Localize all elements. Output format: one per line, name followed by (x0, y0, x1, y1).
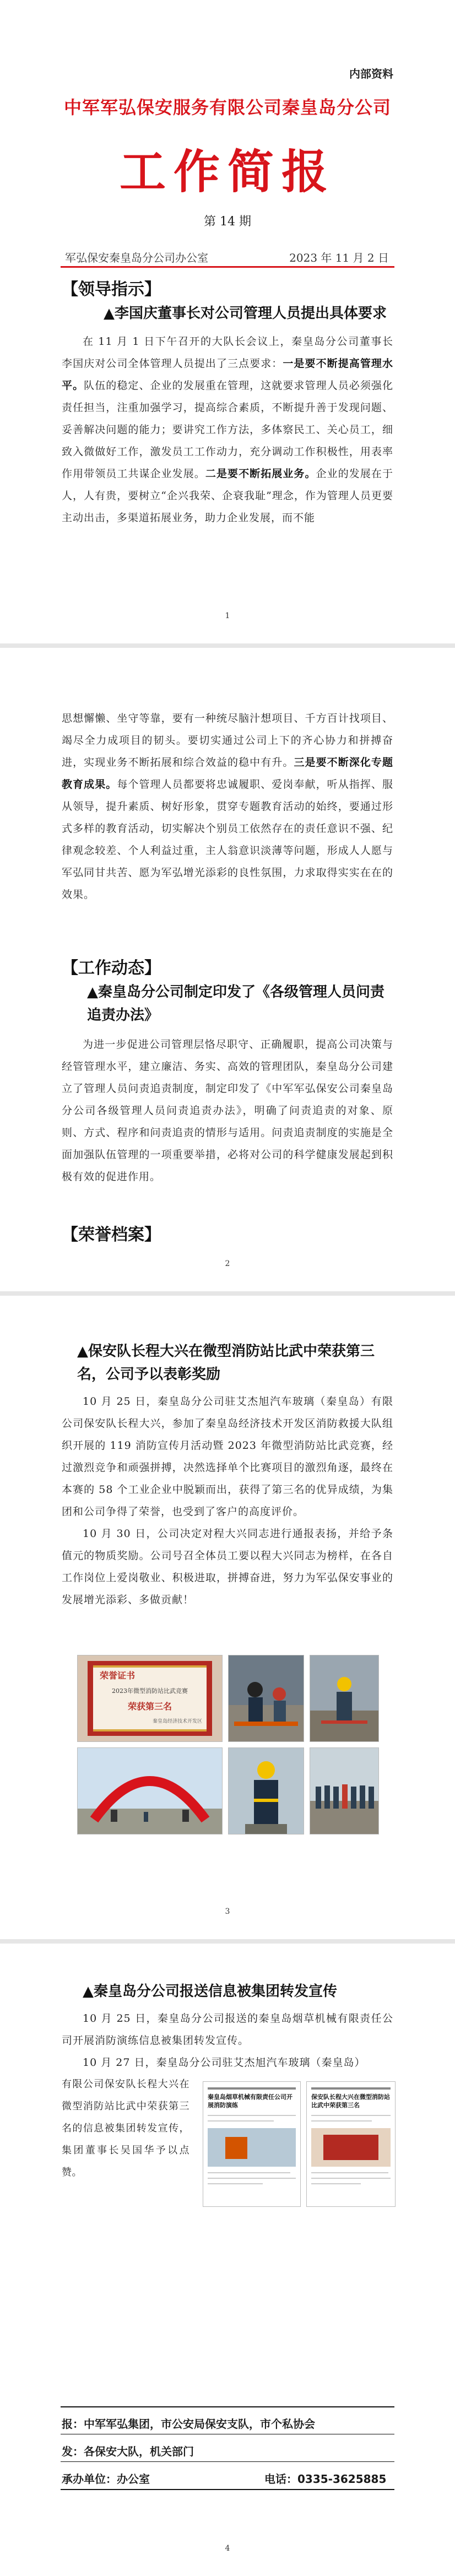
certificate-org: 秦皇岛经济技术开发区 (152, 1719, 202, 1724)
section-heading-leadership: 【领导指示】 (62, 280, 161, 299)
article-body-3 (62, 1390, 393, 1611)
article-title-3: ▲保安队长程大兴在微型消防站比武中荣获第三名，公司予以表彰奖励 (77, 1343, 375, 1383)
para-1e: 企业的发展在于人，人有贵，要树立“企兴我荣、企衰我耻”理念，作为管理人员更要主动出击，多渠道拓展业务，助力企业发展，而不能 (62, 468, 393, 524)
certificate-line: 2023年微型消防站比武竞赛 (112, 1687, 188, 1695)
para-2c: 每个管理人员都要将忠诚履职、爱岗奉献，听从指挥、服从领导，提升素质、树好形象，贯穿专题教育活动的始终，要通过形式多样的教育活动，切实解决个别员工依然存在的责任意识不强、纪律观念较差、个人利益过重，主人翁意识淡薄等问题，形成人人愿与军弘同甘共苦、愿为军弘增光添彩的良性氛围，力求取得实实在在的效果。 (62, 778, 393, 901)
article-title-2: ▲秦皇岛分公司制定印发了《各级管理人员问责追责办法》 (87, 984, 384, 1024)
red-divider (61, 266, 394, 268)
para-3b: 10 月 30 日，公司决定对程大兴同志进行通报表扬，并给予条值元的物质奖励。公司号召全体员工要以程大兴同志为榜样，在各自工作岗位上爱岗敬业、积极进取，拼搏奋进，努力为军弘保安事业的发展增光添彩、多做贡献！ (62, 1528, 393, 1606)
page-number-4: 4 (225, 2544, 230, 2553)
footer-rule-bottom (61, 2489, 394, 2490)
article-body-4b (62, 2052, 393, 2074)
para-2a: 思想懈懒、坐守等靠，要有一种统尽脑汁想项目、千方百计找项目、竭尽全力成项目的韧头。要切实通过公司上下的齐心协力和拼搏奋进，实现业务不断拓展和综合效益的稳中有升。 (62, 712, 393, 769)
firefighter-drill-photo-2 (310, 1655, 379, 1742)
footer-phone: 电话：0335-3625885 (264, 2472, 387, 2486)
para-3a: 10 月 25 日，秦皇岛分公司驻艾杰旭汽车玻璃（秦皇岛）有限公司保安队长程大兴，参加了秦皇岛经济技术开发区消防救援大队组织开展的 119 消防宣传月活动暨 2023 年微型消防站比武竞赛，经过激烈竞争和顽强拼搏，决然选择单个比赛项目的激烈角逐，最终在本赛的 58 个工业企业中脱颖而出，获得了第三名的优异成绩，为集团和公司争得了荣誉，也受到了客户的高度评价。 (62, 1395, 393, 1518)
competition-arch-photo (77, 1747, 223, 1834)
page-number-1: 1 (225, 611, 230, 620)
article-body-2 (62, 1033, 393, 1188)
page-number-3: 3 (225, 1907, 230, 1916)
para-2b: 三是要不断深化专题教育成果。 (62, 756, 393, 791)
article-body-1 (62, 331, 393, 529)
footer-send: 报：中军军弘集团，市公安局保安支队，市个私协会 (62, 2417, 315, 2431)
para-1d: 二是要不断拓展业务。 (205, 468, 316, 480)
article-body-4c (62, 2074, 189, 2184)
screenshot-2-title: 保安队长程大兴在微型消防站比武中荣获第三名 (311, 2093, 390, 2109)
para-1a: 在 11 月 1 日下午召开的大队长会议上，秦皇岛分公司董事长李国庆对公司全体管理人员提出了三点要求： (62, 335, 393, 370)
page-1 (0, 0, 455, 643)
para-4b: 有限公司保安队长程大兴在微型消防站比武中荣获第三名的信息被集团转发宣传，集团董事长吴国华予以点赞。 (62, 2079, 189, 2178)
article-body-1-cont (62, 707, 393, 906)
footer-rule-top (61, 2406, 394, 2407)
para-4a: 10 月 25 日，秦皇岛分公司报送的秦皇岛烟草机械有限责任公司开展消防演练信息被集团转发宣传。 (62, 2012, 393, 2047)
para-1b: 一是要不断提高管理水平。 (62, 358, 393, 392)
wechat-screenshot-2 (306, 2081, 396, 2207)
certificate-photo (77, 1655, 223, 1742)
article-title-1: ▲李国庆董事长对公司管理人员提出具体要求 (104, 305, 387, 322)
para-4b-date: 10 月 27 日，秦皇岛分公司驻艾杰旭汽车玻璃（秦皇岛） (83, 2057, 366, 2069)
issue-date: 2023 年 11 月 2 日 (289, 251, 389, 264)
footer-undertake: 承办单位：办公室 (62, 2472, 150, 2486)
section-heading-honor: 【荣誉档案】 (62, 1225, 161, 1244)
page-4 (0, 1944, 455, 2576)
article-body-4a (62, 2007, 393, 2052)
section-heading-work: 【工作动态】 (62, 959, 161, 978)
page-number-2: 2 (225, 1259, 230, 1268)
certificate-heading: 荣誉证书 (100, 1670, 136, 1681)
company-name: 中军军弘保安服务有限公司秦皇岛分公司 (63, 97, 391, 118)
screenshot-1-title: 秦皇岛烟草机械有限责任公司开展消防演练 (208, 2093, 292, 2109)
issue-number: 第 14 期 (204, 215, 251, 229)
page-3 (0, 1296, 455, 1939)
firefighter-drill-photo-1 (228, 1655, 304, 1742)
para-1c: 队伍的稳定、企业的发展重在管理，这就要求管理人员必须强化责任担当，注重加强学习，提高综合素质，不断提升善于发现问题、妥善解决问题的能力；要讲究工作方法，多体察民工、关心员工，细致入微做好工作，激发员工工作动力，充分调动工作积极性，用表率作用带领员工共谋企业发展。 (62, 380, 393, 480)
wechat-screenshot-1 (203, 2081, 301, 2207)
para-work: 为进一步促进公司管理层恪尽职守、正确履职，提高公司决策与经管管理水平，建立廉洁、务实、高效的管理团队，秦皇岛分公司建立了管理人员问责追责制度，制定印发了《中军军弘保安公司秦皇岛分公司各级管理人员问责追责办法》，明确了问责追责的对象、原则、方式、程序和问责追责的情形与适用。问责追责制度的实施是全面加强队伍管理的一项重要举措，必将对公司的科学健康发展起到积极有效的促进作用。 (62, 1038, 393, 1183)
brief-title: 工作简报 (119, 144, 335, 199)
firefighter-portrait-photo (228, 1747, 304, 1834)
footer-rule-2 (61, 2461, 394, 2462)
footer-copy: 发：各保安大队，机关部门 (62, 2445, 194, 2458)
team-lineup-photo (310, 1747, 379, 1834)
certificate-prize: 荣获第三名 (127, 1701, 172, 1712)
page-2 (0, 648, 455, 1291)
publisher: 军弘保安秦皇岛分公司办公室 (65, 251, 208, 264)
article-title-4: ▲秦皇岛分公司报送信息被集团转发宣传 (83, 1983, 337, 2000)
internal-label: 内部资料 (349, 67, 393, 80)
